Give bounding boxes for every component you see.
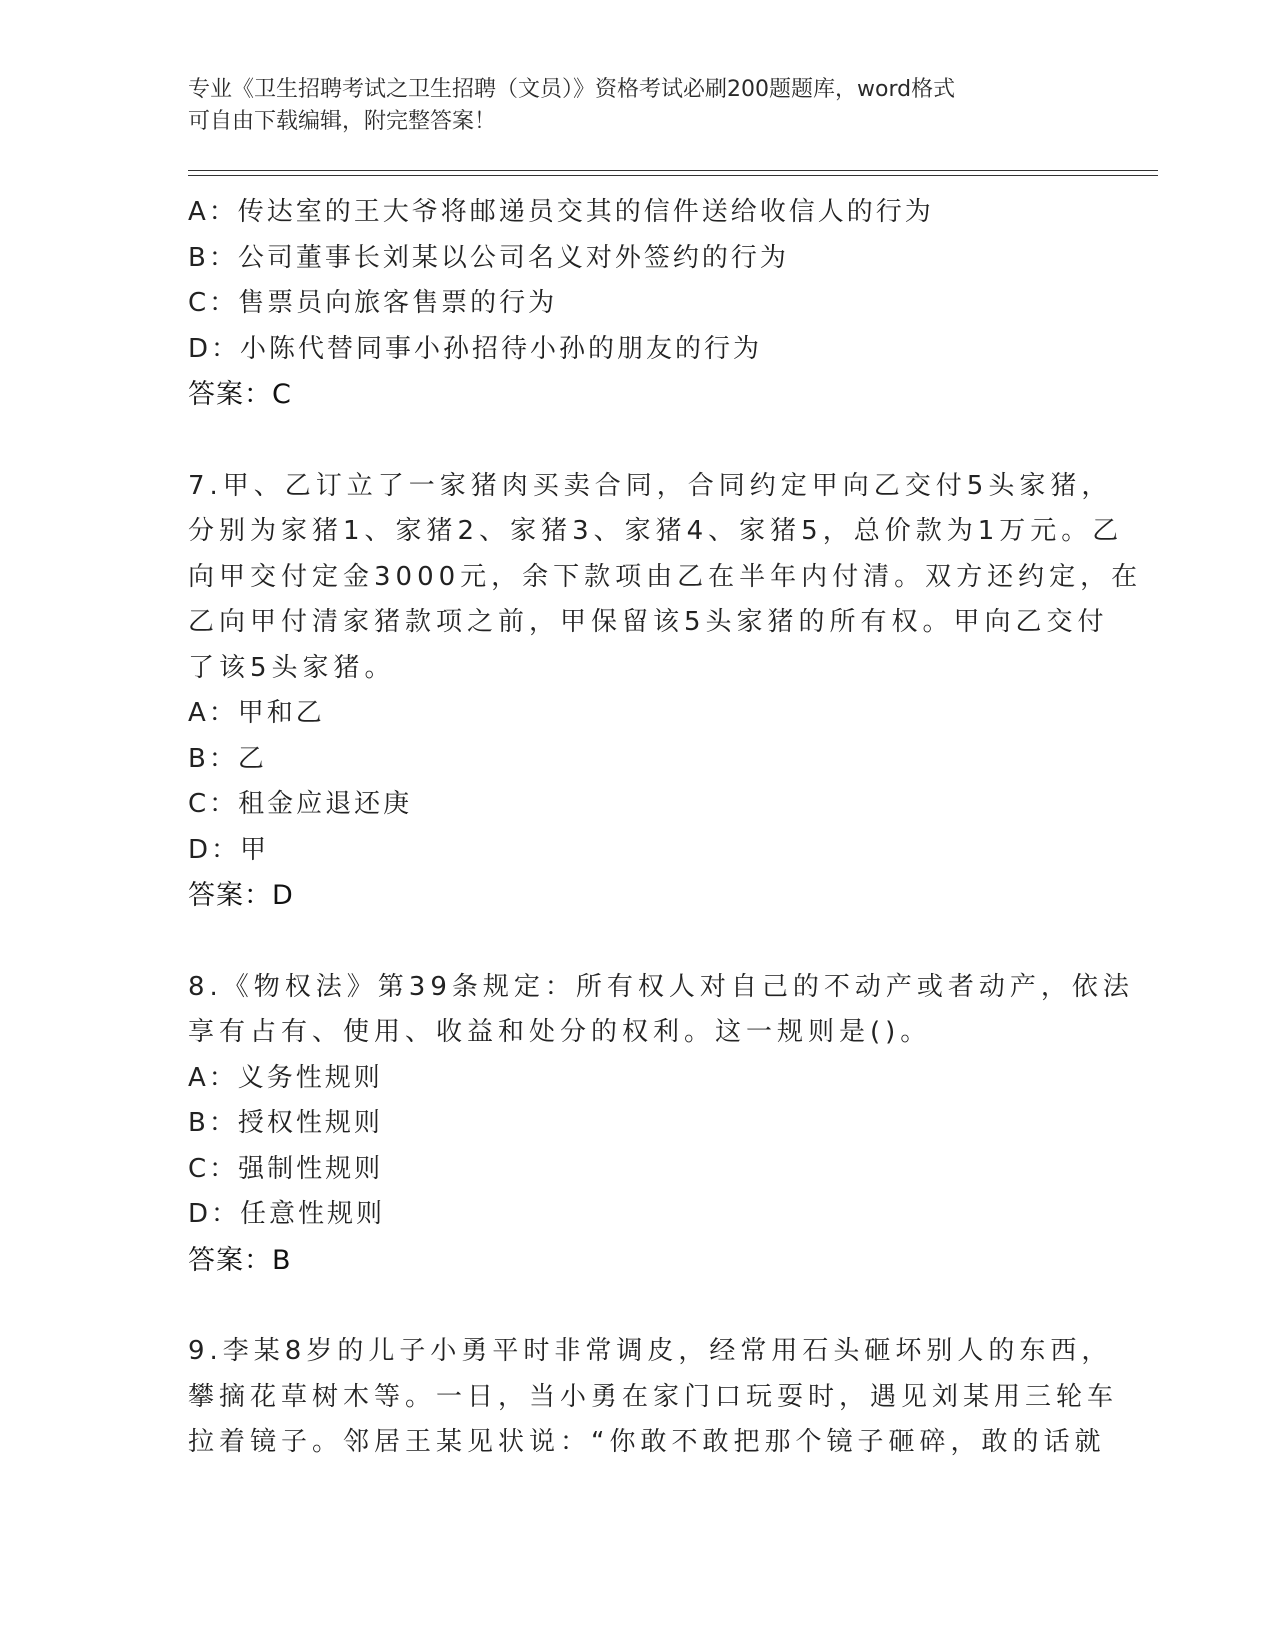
question-8-option-b: B：授权性规则	[188, 1108, 383, 1138]
question-6-option-d: D：小陈代替同事小孙招待小孙的朋友的行为	[188, 333, 763, 364]
question-content	[188, 190, 1143, 1466]
question-9-block	[188, 1329, 1119, 1466]
question-7-answer: 答案：D	[188, 880, 294, 911]
question-6-option-a: A：传达室的王大爷将邮递员交其的信件送给收信人的行为	[188, 197, 934, 227]
question-9-stem-line: 9.李某8岁的儿子小勇平时非常调皮，经常用石头砸坏别人的东西，	[188, 1336, 1113, 1366]
header-title-line-1: 专业《卫生招聘考试之卫生招聘（文员）》资格考试必刷200题题库，word格式	[188, 77, 956, 102]
question-8-stem-line: 享有占有、使用、收益和处分的权利。这一规则是()。	[188, 1017, 932, 1047]
question-7-option-c: C：租金应退还庚	[188, 789, 413, 819]
header-divider-top	[188, 170, 1158, 171]
question-8-answer: 答案：B	[188, 1244, 292, 1276]
question-6-block	[188, 190, 1088, 418]
question-8-option-a: A：义务性规则	[188, 1062, 383, 1093]
document-header	[188, 74, 1088, 138]
question-6-option-c: C：售票员向旅客售票的行为	[188, 288, 558, 318]
spacer	[188, 919, 1088, 965]
question-9-stem-line: 拉着镜子。邻居王某见状说：“你敢不敢把那个镜子砸碎，敢的话就	[188, 1427, 1106, 1457]
question-8-option-c: C：强制性规则	[188, 1153, 384, 1184]
question-7-stem-line: 了该5头家猪。	[188, 652, 396, 683]
question-7-stem-line: 7.甲、乙订立了一家猪肉买卖合同，合同约定甲向乙交付5头家猪，	[188, 470, 1113, 501]
question-8-stem-line: 8.《物权法》第39条规定：所有权人对自己的不动产或者动产，依法	[188, 971, 1134, 1002]
question-6-answer: 答案：C	[188, 379, 292, 410]
question-6-option-b: B：公司董事长刘某以公司名义对外签约的行为	[188, 242, 789, 273]
header-title-line-2: 可自由下载编辑，附完整答案！	[188, 109, 497, 134]
question-7-stem-line: 向甲交付定金3000元，余下款项由乙在半年内付清。双方还约定，在	[188, 561, 1143, 592]
question-7-option-a: A：甲和乙	[188, 698, 325, 728]
question-7-option-b: B：乙	[188, 743, 267, 774]
spacer	[188, 1283, 1088, 1329]
question-8-option-d: D：任意性规则	[188, 1199, 386, 1229]
header-divider-bottom	[188, 175, 1158, 176]
question-7-option-d: D：甲	[188, 834, 270, 865]
question-7-stem-line: 分别为家猪1、家猪2、家猪3、家猪4、家猪5，总价款为1万元。乙	[188, 516, 1124, 546]
question-9-stem-line: 攀摘花草树木等。一日，当小勇在家门口玩耍时，遇见刘某用三轮车	[188, 1381, 1119, 1412]
question-7-block	[188, 464, 1143, 919]
spacer	[188, 418, 1088, 464]
question-7-stem-line: 乙向甲付清家猪款项之前，甲保留该5头家猪的所有权。甲向乙交付	[188, 607, 1109, 637]
question-8-block	[188, 965, 1134, 1284]
